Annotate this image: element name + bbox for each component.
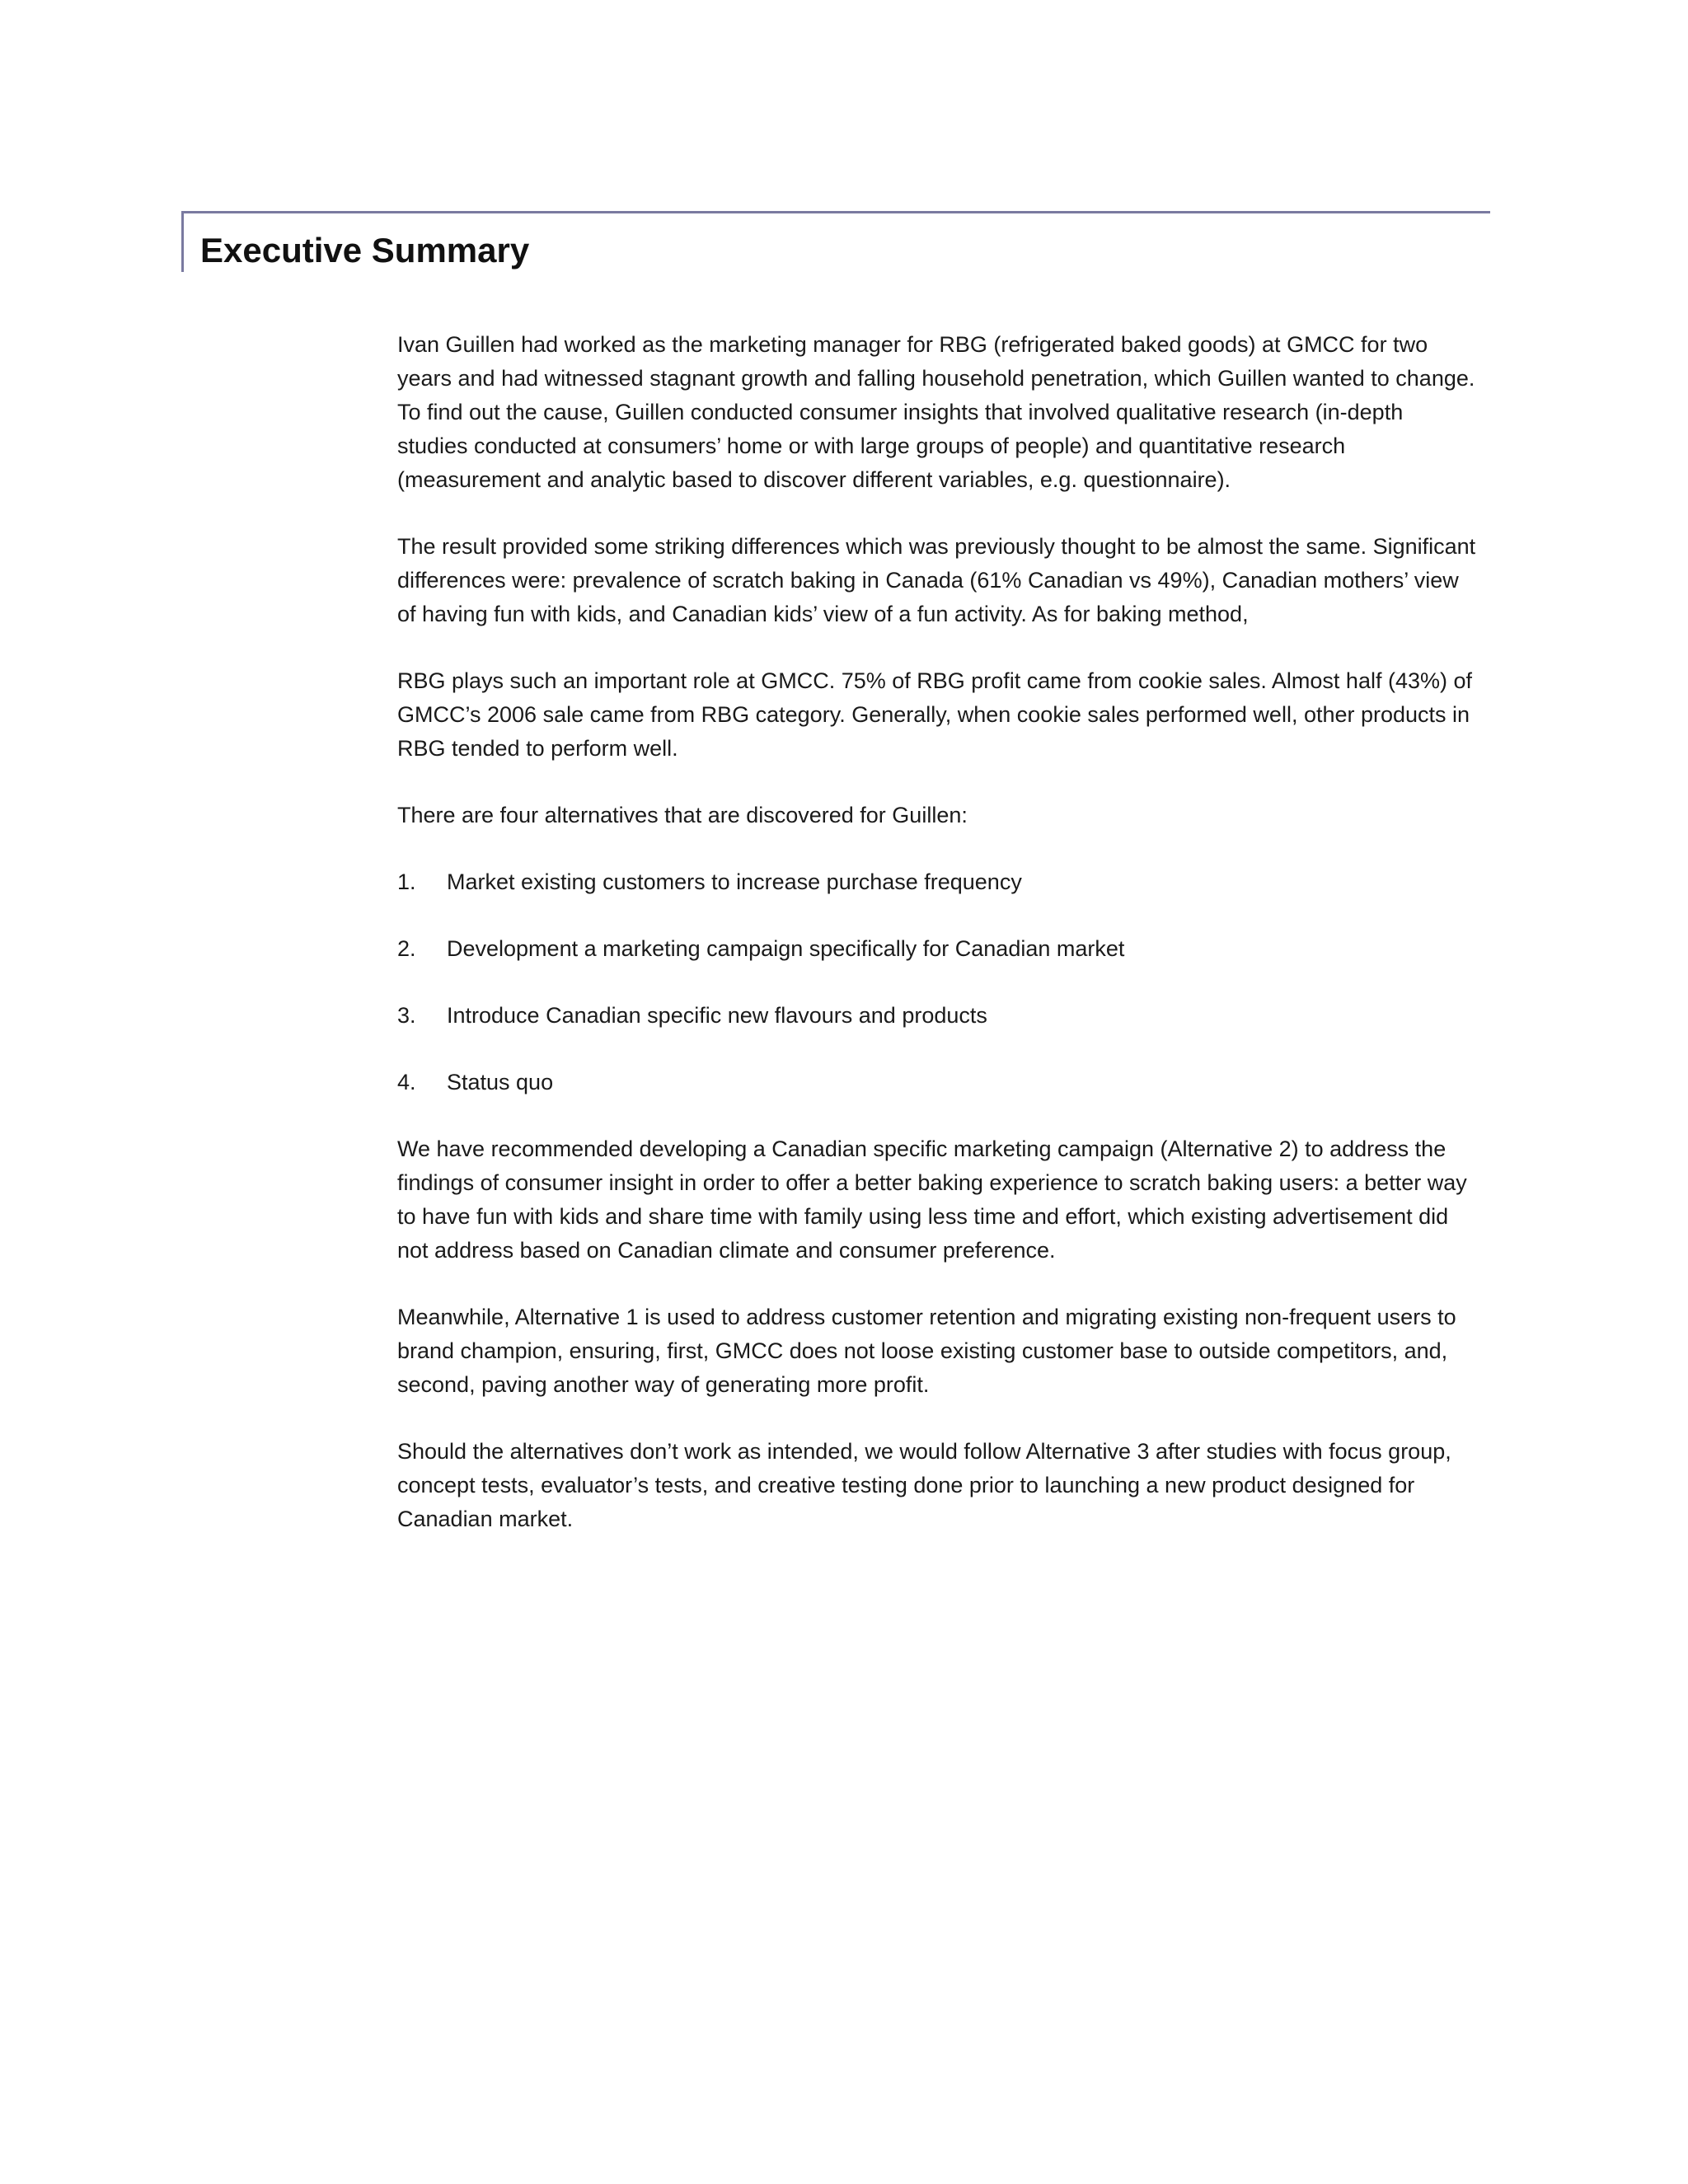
section-heading-frame [181, 211, 1490, 272]
paragraph-results: The result provided some striking differences which was previously thought to be almost the same. Significant differences were: prevalence of scratch baking in Canada (61% Canadian vs 49%), Canadian mothers’ view of having fun with kids, and Canadian kids’ view of a fun activity. As for baking method, [397, 534, 1476, 626]
list-item-number: 2. [397, 936, 416, 961]
executive-summary-body [397, 328, 1477, 1569]
page-title: Executive Summary [200, 231, 530, 269]
list-item-text: Market existing customers to increase purchase frequency [447, 869, 1022, 894]
list-item [397, 999, 1477, 1033]
list-item-text: Introduce Canadian specific new flavours and products [447, 1003, 987, 1028]
paragraph-contingency: Should the alternatives don’t work as intended, we would follow Alternative 3 after studies with focus group, concept tests, evaluator’s tests, and creative testing done prior to launching a new product designed for Canadian market. [397, 1439, 1451, 1531]
list-item-number: 3. [397, 1003, 416, 1028]
paragraph-alternatives-intro: There are four alternatives that are discovered for Guillen: [397, 803, 968, 827]
alternatives-list [397, 865, 1477, 1099]
list-item [397, 865, 1477, 899]
list-item [397, 1066, 1477, 1099]
paragraph-rbg-role: RBG plays such an important role at GMCC. 75% of RBG profit came from cookie sales. Almost half (43%) of GMCC’s 2006 sale came from RBG category. Generally, when cookie sales performed well, other products in RBG tended to perform well. [397, 668, 1473, 761]
list-item-text: Status quo [447, 1070, 554, 1094]
list-item-text: Development a marketing campaign specifically for Canadian market [447, 936, 1125, 961]
paragraph-intro: Ivan Guillen had worked as the marketing manager for RBG (refrigerated baked goods) at GMCC for two years and had witnessed stagnant growth and falling household penetration, which Guillen wanted to change. To find out the cause, Guillen conducted consumer insights that involved qualitative research (in-depth studies conducted at consumers’ home or with large groups of people) and quantitative research (measurement and analytic based to discover different variables, e.g. questionnaire). [397, 332, 1475, 492]
paragraph-alternative-one: Meanwhile, Alternative 1 is used to address customer retention and migrating existing non-frequent users to brand champion, ensuring, first, GMCC does not loose existing customer base to outside competitors, and, second, paving another way of generating more profit. [397, 1305, 1456, 1397]
list-item [397, 932, 1477, 966]
paragraph-recommendation: We have recommended developing a Canadian specific marketing campaign (Alternative 2) to address the findings of consumer insight in order to offer a better baking experience to scratch baking users: a better way to have fun with kids and share time with family using less time and effort, which existing advertisement did not address based on Canadian climate and consumer preference. [397, 1137, 1467, 1263]
list-item-number: 1. [397, 869, 416, 894]
list-item-number: 4. [397, 1070, 416, 1094]
